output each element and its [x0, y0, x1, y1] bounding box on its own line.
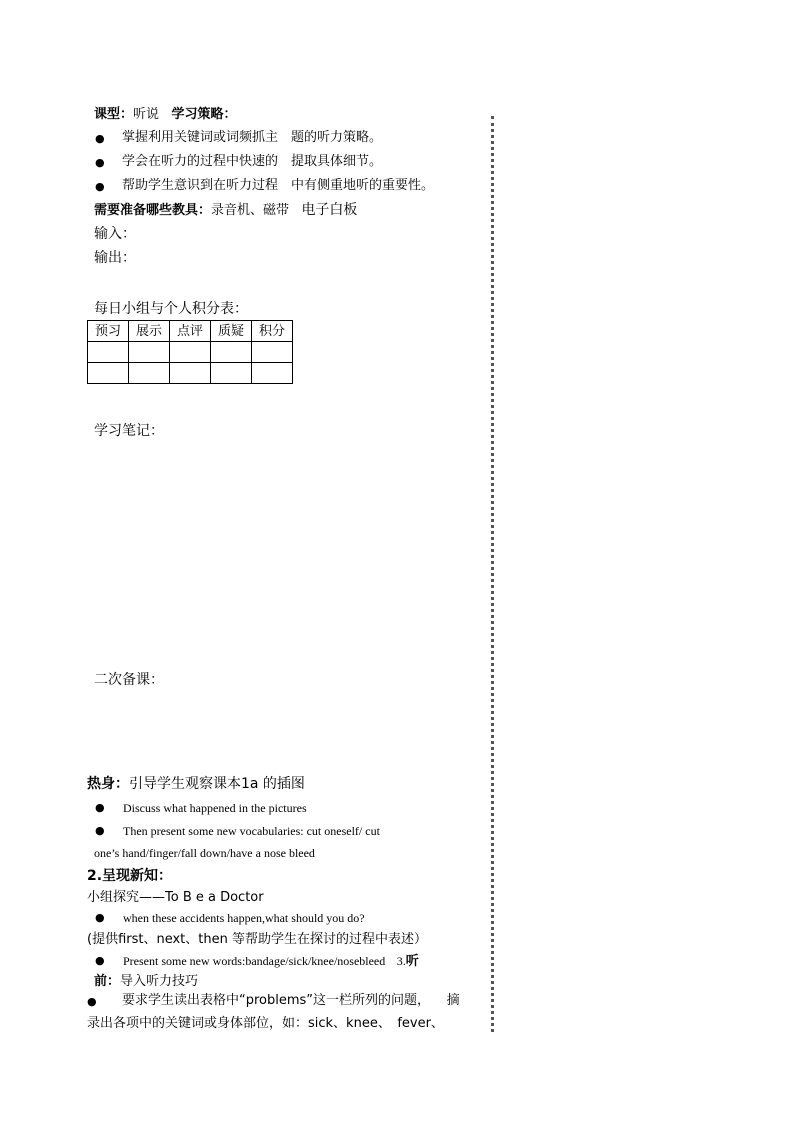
strategy-item: 学会在听力的过程中快速的 提取具体细节。: [122, 154, 383, 169]
column-divider: [491, 116, 494, 1032]
step3-bold-a: 听: [405, 954, 419, 969]
table-row: [88, 363, 293, 384]
output-label: 输出：: [94, 250, 136, 266]
second-prep-label: 二次备课：: [94, 672, 164, 688]
course-type-value: 听说: [133, 107, 160, 122]
section-heading: 2.呈现新知：: [87, 868, 173, 884]
bullet-icon: ●: [95, 801, 105, 814]
strategy-label: 学习策略：: [171, 107, 237, 122]
bullet-icon: ●: [95, 911, 105, 924]
warmup-label: 热身：: [87, 776, 129, 792]
table-cell[interactable]: [170, 363, 211, 384]
table-cell[interactable]: [129, 342, 170, 363]
warmup-text: 引导学生观察课本1a 的插图: [129, 776, 305, 792]
bullet-icon: ●: [87, 995, 97, 1008]
table-header-cell: 展示: [129, 321, 170, 342]
section-bullet: Present some new words:bandage/sick/knee/nosebleed: [123, 954, 386, 968]
table-cell[interactable]: [88, 363, 129, 384]
step3-bold-b: 前：: [94, 974, 121, 989]
warmup-bullet: Discuss what happened in the pictures: [123, 801, 307, 815]
strategy-item: 掌握利用关键词或词频抓主 题的听力策略。: [122, 130, 383, 145]
bullet-icon: ●: [95, 132, 105, 145]
table-header-cell: 质疑: [211, 321, 252, 342]
score-table-title: 每日小组与个人积分表：: [94, 301, 248, 317]
bullet-icon: ●: [95, 824, 105, 837]
course-type-label: 课型：: [94, 107, 134, 122]
hint-text: (提供first、next、then 等帮助学生在探讨的过程中表述）: [87, 932, 427, 947]
table-row: [88, 342, 293, 363]
section-bullet: 要求学生读出表格中“problems”这一栏所列的问题，: [122, 993, 431, 1008]
notes-label: 学习笔记：: [94, 423, 164, 439]
table-cell[interactable]: [88, 342, 129, 363]
table-cell[interactable]: [252, 363, 293, 384]
materials-value: 录音机、磁带: [211, 203, 290, 218]
course-type-line: [94, 108, 236, 121]
score-table: [87, 320, 293, 384]
section-bullet-line: [123, 955, 419, 968]
table-cell[interactable]: [252, 342, 293, 363]
group-title: 小组探究——To B e a Doctor: [87, 890, 264, 905]
step3-number: 3.: [396, 954, 406, 968]
table-header-cell: 积分: [252, 321, 293, 342]
warmup-line: [87, 777, 305, 791]
table-cell[interactable]: [211, 363, 252, 384]
table-header-row: [88, 321, 293, 342]
bullet-icon: ●: [95, 954, 105, 967]
warmup-bullet: Then present some new vocabularies: cut oneself/ cut: [123, 824, 380, 838]
table-header-cell: 预习: [88, 321, 129, 342]
section-bullet-tail: 摘: [446, 993, 460, 1008]
table-header-cell: 点评: [170, 321, 211, 342]
bullet-icon: ●: [95, 156, 105, 169]
section-bullet-line: [122, 994, 460, 1007]
strategy-item: 帮助学生意识到在听力过程 中有侧重地听的重要性。: [122, 178, 435, 193]
table-cell[interactable]: [170, 342, 211, 363]
materials-extra: 电子白板: [301, 202, 358, 218]
table-cell[interactable]: [129, 363, 170, 384]
step3-text: 导入听力技巧: [120, 974, 199, 989]
materials-label: 需要准备哪些教具：: [94, 203, 212, 218]
input-label: 输入：: [94, 226, 136, 242]
step3-line: [94, 975, 198, 988]
section-bullet-continued: 录出各项中的关键词或身体部位，如：sick、knee、 fever、: [87, 1016, 444, 1031]
materials-line: [94, 203, 357, 217]
bullet-icon: ●: [95, 180, 105, 193]
section-bullet: when these accidents happen,what should you do?: [123, 911, 365, 925]
table-cell[interactable]: [211, 342, 252, 363]
warmup-bullet-continued: one’s hand/finger/fall down/have a nose bleed: [94, 846, 315, 860]
